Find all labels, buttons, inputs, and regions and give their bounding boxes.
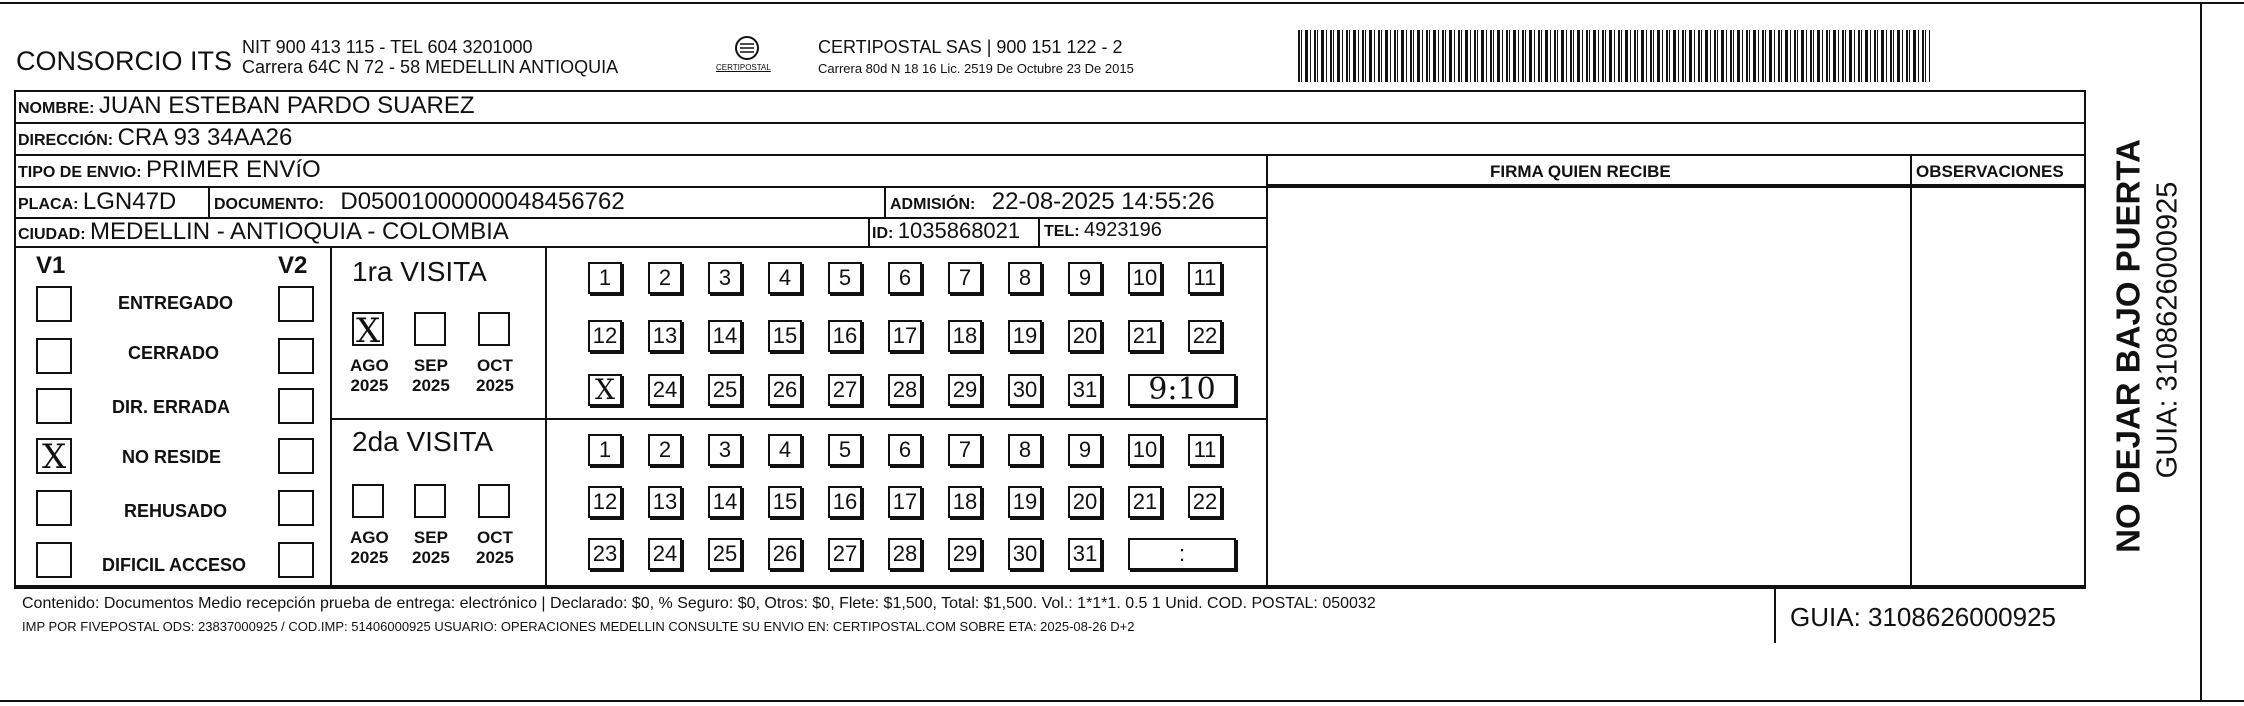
v2-day-box[interactable]: 3	[708, 434, 742, 466]
admision-label: ADMISIÓN:	[890, 196, 976, 213]
admision-value: 22-08-2025 14:55:26	[991, 188, 1215, 215]
v1-day-box[interactable]: 14	[708, 320, 742, 352]
col-line	[1038, 217, 1040, 246]
status-no-reside: NO RESIDE	[122, 447, 222, 467]
v2-day-box[interactable]: 19	[1008, 486, 1042, 518]
status-cerrado: CERRADO	[128, 343, 220, 363]
footer-contenido: Contenido: Documentos Medio recepción prueba de entrega: electrónico | Declarado: $0, % Seguro: $0, Otros: $0, Flete: $1,500, Total: $1,500. Vol.: 1*1*1. 0.5 1 Unid. COD. POSTAL: 050032	[22, 595, 1376, 612]
v2-day-box[interactable]: 28	[888, 538, 922, 570]
v2-day-box[interactable]: 14	[708, 486, 742, 518]
documento-field	[214, 190, 625, 214]
footer-divider	[1774, 587, 1776, 643]
v2-day-box[interactable]: 27	[828, 538, 862, 570]
visita1-month-mark: X	[356, 311, 381, 351]
id-field	[872, 220, 1020, 242]
visita2-month-sep-box[interactable]	[414, 484, 446, 518]
v1-day-box[interactable]: 30	[1008, 374, 1042, 406]
v1-day-box[interactable]: 31	[1068, 374, 1102, 406]
tipo-label: TIPO DE ENVIO:	[18, 164, 142, 181]
v1-day-box[interactable]: 28	[888, 374, 922, 406]
year-label: 2025	[476, 548, 514, 567]
v2-day-box[interactable]: 6	[888, 434, 922, 466]
v2-day-box[interactable]: 24	[648, 538, 682, 570]
v1-day-box[interactable]: 3	[708, 262, 742, 294]
visita2-month-oct-box[interactable]	[478, 484, 510, 518]
v2-day-box[interactable]: 15	[768, 486, 802, 518]
direccion-value: CRA 93 34AA26	[117, 124, 293, 151]
status-entregado: ENTREGADO	[118, 293, 234, 313]
v2-dificil-acceso-checkbox[interactable]	[278, 542, 314, 578]
visita1-month-ago	[350, 356, 389, 396]
v2-cerrado-checkbox[interactable]	[278, 338, 314, 374]
v2-day-box[interactable]: 16	[828, 486, 862, 518]
row-line	[14, 246, 1266, 248]
visita2-month-sep	[412, 528, 450, 568]
direccion-label: DIRECCIÓN:	[18, 132, 114, 149]
v1-dificil-acceso-checkbox[interactable]	[36, 542, 72, 578]
col-line	[1910, 154, 1912, 588]
v2-day-box[interactable]: 29	[948, 538, 982, 570]
v2-day-box[interactable]: 4	[768, 434, 802, 466]
side-guia: GUIA: 3108626000925	[2151, 181, 2184, 479]
placa-value: LGN47D	[82, 188, 177, 215]
month-label: OCT	[476, 528, 513, 547]
v2-day-box[interactable]: 10	[1128, 434, 1162, 466]
v2-no-reside-checkbox[interactable]	[278, 438, 314, 474]
v1-day-box[interactable]: 29	[948, 374, 982, 406]
documento-value: D05001000000048456762	[340, 188, 625, 215]
v1-no-reside-mark: X	[42, 437, 67, 477]
ciudad-label: CIUDAD:	[18, 226, 86, 243]
v1-day-23-marked[interactable]: X	[588, 374, 622, 406]
side-no-dejar: NO DEJAR BAJO PUERTA	[2109, 139, 2147, 553]
v2-day-box[interactable]: 2	[648, 434, 682, 466]
v1-day-box[interactable]: 19	[1008, 320, 1042, 352]
v2-day-box[interactable]: 9	[1068, 434, 1102, 466]
year-label: 2025	[412, 376, 450, 395]
v1-day-box[interactable]: 24	[648, 374, 682, 406]
tipo-field	[18, 158, 321, 182]
v1-day-box[interactable]: 18	[948, 320, 982, 352]
v1-day-box[interactable]: 13	[648, 320, 682, 352]
id-value: 1035868021	[897, 218, 1021, 243]
v1-day-box[interactable]: 4	[768, 262, 802, 294]
v1-time-box[interactable]: 9:10	[1128, 374, 1236, 406]
nombre-value: JUAN ESTEBAN PARDO SUAREZ	[98, 92, 475, 119]
v2-dir-errada-checkbox[interactable]	[278, 388, 314, 424]
nombre-label: NOMBRE:	[18, 100, 95, 117]
form-frame	[14, 90, 2086, 587]
v2-day-box[interactable]: 18	[948, 486, 982, 518]
barcode	[1298, 30, 1930, 82]
month-label: OCT	[476, 356, 513, 375]
col-header-line	[1266, 184, 2086, 186]
tel-field	[1044, 220, 1162, 240]
v2-day-box[interactable]: 17	[888, 486, 922, 518]
visita2-title: 2da VISITA	[352, 426, 494, 457]
direccion-field	[18, 126, 292, 150]
visita2-month-ago	[350, 528, 389, 568]
row-line	[14, 122, 2086, 124]
firma-header: FIRMA QUIEN RECIBE	[1490, 162, 1671, 181]
v1-day-box[interactable]: 25	[708, 374, 742, 406]
nit-line: NIT 900 413 115 - TEL 604 3201000	[242, 37, 533, 57]
year-label: 2025	[412, 548, 450, 567]
v1-day-box[interactable]: 10	[1128, 262, 1162, 294]
year-label: 2025	[350, 376, 389, 395]
v2-day-box[interactable]: 30	[1008, 538, 1042, 570]
footer-imp: IMP POR FIVEPOSTAL ODS: 23837000925 / COD.IMP: 51406000925 USUARIO: OPERACIONES MEDELLIN CONSULTE SU ENVIO EN: CERTIPOSTAL.COM SOBRE ETA: 2025-08-26 D+2	[22, 619, 1135, 634]
tel-label: TEL:	[1044, 223, 1080, 240]
visita2-month-oct	[476, 528, 514, 568]
v2-day-box[interactable]: 12	[588, 486, 622, 518]
v2-day-box[interactable]: 22	[1188, 486, 1222, 518]
month-label: AGO	[350, 528, 389, 547]
col-line	[208, 186, 210, 217]
v1-day-box[interactable]: 26	[768, 374, 802, 406]
v2-time-box[interactable]: :	[1128, 538, 1236, 570]
v1-day-box[interactable]: 7	[948, 262, 982, 294]
year-label: 2025	[476, 376, 514, 395]
visit-row-line	[330, 418, 1266, 420]
status-divider	[330, 246, 332, 588]
company-name: CONSORCIO ITS	[16, 46, 233, 76]
ciudad-field	[18, 220, 509, 244]
placa-field	[18, 190, 176, 214]
v1-cerrado-checkbox[interactable]	[36, 338, 72, 374]
certipostal-line: CERTIPOSTAL SAS | 900 151 122 - 2	[818, 37, 1123, 57]
admision-field	[890, 190, 1215, 214]
v2-day-box[interactable]: 21	[1128, 486, 1162, 518]
status-dificil-acceso: DIFICIL ACCESO	[102, 555, 247, 575]
v1-day-box[interactable]: 9	[1068, 262, 1102, 294]
v1-day-box[interactable]: 8	[1008, 262, 1042, 294]
v1-day-box[interactable]: 12	[588, 320, 622, 352]
v2-day-box[interactable]: 1	[588, 434, 622, 466]
v2-day-box[interactable]: 25	[708, 538, 742, 570]
v2-day-box[interactable]: 5	[828, 434, 862, 466]
v2-day-box[interactable]: 7	[948, 434, 982, 466]
visita2-month-ago-box[interactable]	[352, 484, 384, 518]
col-line	[1266, 154, 1268, 588]
status-rehusado: REHUSADO	[124, 501, 228, 521]
address-line: Carrera 64C N 72 - 58 MEDELLIN ANTIOQUIA	[242, 57, 619, 77]
logo-text: CERTIPOSTAL	[716, 63, 771, 72]
v2-day-box[interactable]: 26	[768, 538, 802, 570]
v1-day-box[interactable]: 27	[828, 374, 862, 406]
id-label: ID:	[872, 225, 894, 242]
bottom-border	[0, 700, 2244, 702]
certipostal-logo	[712, 34, 782, 84]
month-label: AGO	[350, 356, 389, 375]
v1-day-box[interactable]: 6	[888, 262, 922, 294]
v1-day-box[interactable]: 21	[1128, 320, 1162, 352]
v1-day-box[interactable]: 5	[828, 262, 862, 294]
row-line	[14, 154, 2086, 156]
v2-day-box[interactable]: 31	[1068, 538, 1102, 570]
v1-day-box[interactable]: 17	[888, 320, 922, 352]
footer-guia: GUIA: 3108626000925	[1790, 602, 2056, 632]
visita1-month-sep-box[interactable]	[414, 312, 446, 346]
certipostal-address: Carrera 80d N 18 16 Lic. 2519 De Octubre 23 De 2015	[818, 61, 1134, 76]
status-dir-errada: DIR. ERRADA	[112, 397, 231, 417]
v1-day-box[interactable]: 20	[1068, 320, 1102, 352]
right-border	[2200, 2, 2202, 702]
v1-day-box[interactable]: 1	[588, 262, 622, 294]
v2-day-box[interactable]: 11	[1188, 434, 1222, 466]
visit-divider	[545, 246, 547, 588]
v2-day-box[interactable]: 23	[588, 538, 622, 570]
visita1-month-oct	[476, 356, 514, 396]
certipostal-logo-icon	[712, 34, 782, 84]
ciudad-value: MEDELLIN - ANTIOQUIA - COLOMBIA	[90, 218, 509, 245]
v2-day-box[interactable]: 8	[1008, 434, 1042, 466]
visita1-title: 1ra VISITA	[352, 256, 487, 287]
tipo-value: PRIMER ENVíO	[146, 156, 321, 183]
v1-day-box[interactable]: 11	[1188, 262, 1222, 294]
v2-entregado-checkbox[interactable]	[278, 286, 314, 322]
placa-label: PLACA:	[18, 196, 79, 213]
v1-label: V1	[36, 252, 66, 279]
v2-day-box[interactable]: 13	[648, 486, 682, 518]
visita1-month-sep	[412, 356, 450, 396]
nombre-field	[18, 94, 475, 118]
v1-rehusado-checkbox[interactable]	[36, 490, 72, 526]
visita1-month-oct-box[interactable]	[478, 312, 510, 346]
tel-value: 4923196	[1084, 219, 1162, 241]
v1-dir-errada-checkbox[interactable]	[36, 388, 72, 424]
documento-label: DOCUMENTO:	[214, 196, 324, 213]
observaciones-header: OBSERVACIONES	[1916, 162, 2064, 181]
month-label: SEP	[413, 356, 448, 375]
v1-day-box[interactable]: 2	[648, 262, 682, 294]
v1-day-box[interactable]: 22	[1188, 320, 1222, 352]
v1-entregado-checkbox[interactable]	[36, 286, 72, 322]
month-label: SEP	[413, 528, 448, 547]
col-line	[868, 217, 870, 246]
col-line	[884, 186, 886, 217]
v2-label: V2	[278, 252, 308, 279]
v2-rehusado-checkbox[interactable]	[278, 490, 314, 526]
v1-day-box[interactable]: 16	[828, 320, 862, 352]
top-border	[0, 2, 2244, 4]
year-label: 2025	[350, 548, 389, 567]
v1-day-box[interactable]: 15	[768, 320, 802, 352]
v2-day-box[interactable]: 20	[1068, 486, 1102, 518]
